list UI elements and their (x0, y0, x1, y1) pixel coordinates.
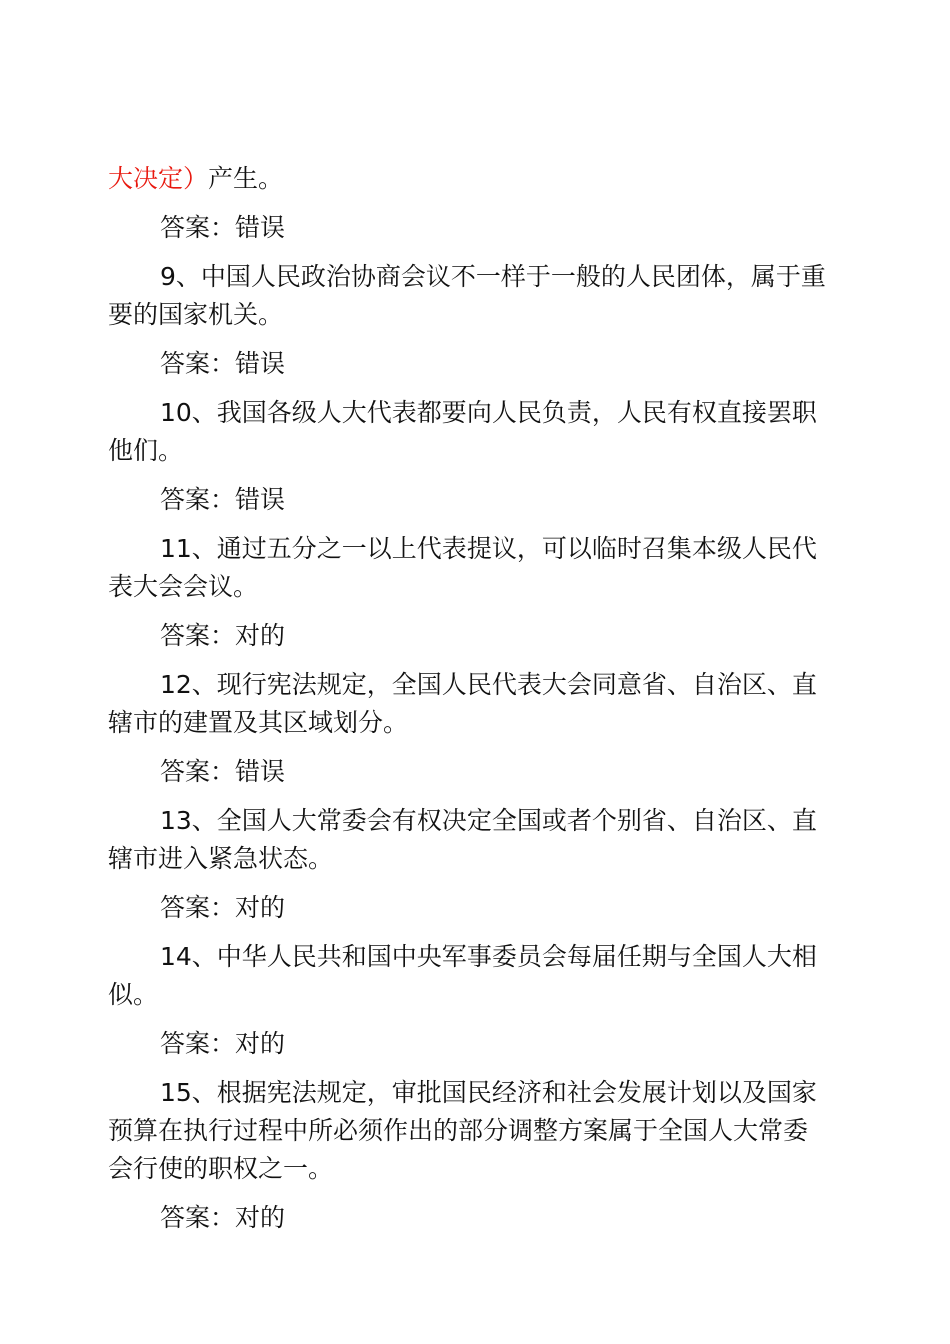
question-10-line-1: 10、我国各级人大代表都要向人民负责，人民有权直接罢职 (160, 398, 817, 427)
question-12-line-2: 辖市的建置及其区域划分。 (108, 708, 409, 737)
answer-9: 答案：错误 (160, 349, 286, 378)
question-9-line-2: 要的国家机关。 (108, 300, 284, 329)
question-15-line-1: 15、根据宪法规定，审批国民经济和社会发展计划以及国家 (160, 1078, 817, 1107)
question-12 (108, 666, 848, 742)
highlighted-text: 大决定） (108, 164, 209, 193)
answer-13: 答案：对的 (160, 893, 286, 922)
answer-15: 答案：对的 (160, 1203, 286, 1232)
question-15-line-3: 会行使的职权之一。 (108, 1154, 334, 1183)
question-13-line-1: 13、全国人大常委会有权决定全国或者个别省、自治区、直 (160, 806, 817, 835)
continuation-line (108, 160, 848, 198)
question-14-line-2: 似。 (108, 980, 159, 1009)
answer-12: 答案：错误 (160, 757, 286, 786)
question-10-line-2: 他们。 (108, 436, 184, 465)
question-10 (108, 394, 848, 470)
question-12-line-1: 12、现行宪法规定，全国人民代表大会同意省、自治区、直 (160, 670, 817, 699)
answer-14: 答案：对的 (160, 1029, 286, 1058)
question-14 (108, 938, 848, 1014)
answer-8: 答案：错误 (160, 213, 286, 242)
question-11-line-1: 11、通过五分之一以上代表提议，可以临时召集本级人民代 (160, 534, 817, 563)
continuation-text: 产生。 (208, 164, 284, 193)
question-11 (108, 530, 848, 606)
question-9 (108, 258, 848, 334)
question-13 (108, 802, 848, 878)
document-content (108, 160, 848, 1248)
question-9-line-1: 9、中国人民政治协商会议不一样于一般的人民团体，属于重 (160, 262, 826, 291)
question-14-line-1: 14、中华人民共和国中央军事委员会每届任期与全国人大相 (160, 942, 817, 971)
question-15-line-2: 预算在执行过程中所必须作出的部分调整方案属于全国人大常委 (108, 1116, 809, 1145)
question-11-line-2: 表大会会议。 (108, 572, 259, 601)
question-15 (108, 1074, 848, 1188)
answer-10: 答案：错误 (160, 485, 286, 514)
answer-11: 答案：对的 (160, 621, 286, 650)
question-13-line-2: 辖市进入紧急状态。 (108, 844, 334, 873)
